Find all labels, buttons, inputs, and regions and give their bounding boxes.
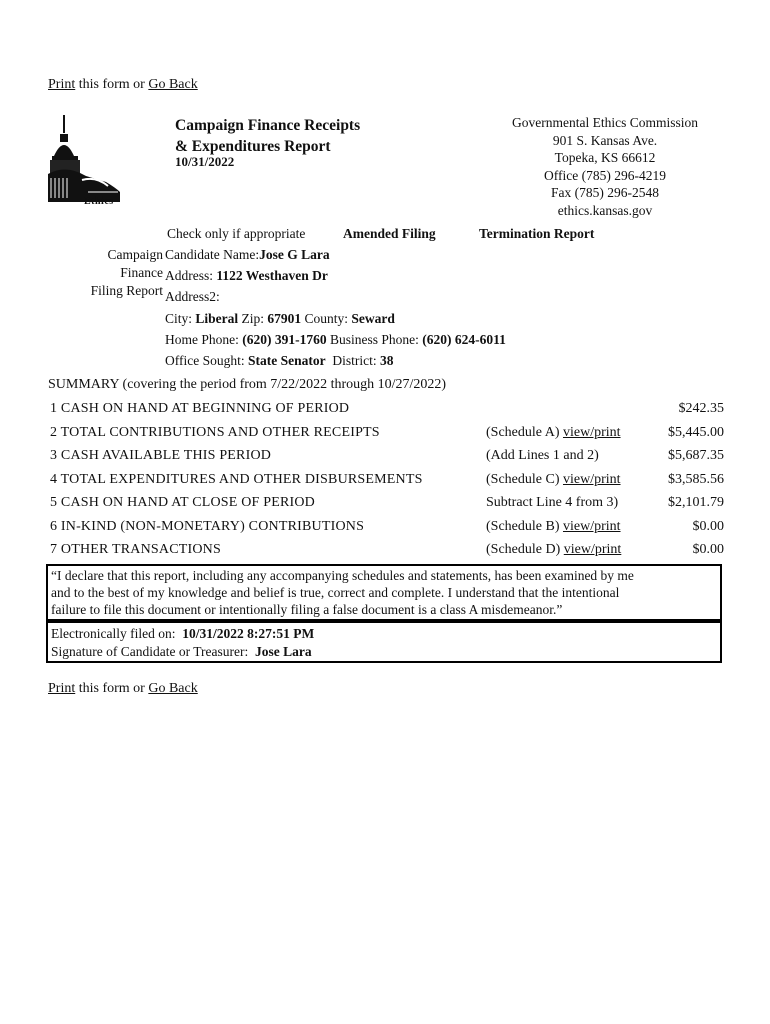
- candidate-row: [165, 247, 330, 263]
- summary-row: [50, 472, 724, 492]
- view-print-link[interactable]: view/print: [562, 518, 621, 534]
- schedule-text: (Add Lines 1 and 2): [486, 448, 599, 463]
- summary-row-schedule: [486, 425, 621, 441]
- bottom-nav: [48, 681, 198, 697]
- declaration-box: [46, 564, 722, 621]
- org-name: Governmental Ethics Commission: [512, 115, 698, 130]
- county-value: Seward: [351, 311, 395, 326]
- summary-row-label: 6 IN-KIND (NON-MONETARY) CONTRIBUTIONS: [50, 518, 365, 534]
- summary-row-amount: $5,687.35: [668, 448, 724, 463]
- summary-row-label: 3 CASH AVAILABLE THIS PERIOD: [50, 448, 272, 463]
- declaration-line-3: failure to file this document or intentionally filing a false document is a class A misdemeanor.”: [51, 602, 563, 617]
- nav-middle-text-bottom: this form or: [75, 681, 149, 696]
- summary-row: [50, 425, 724, 445]
- address-label: Address:: [165, 268, 213, 283]
- top-nav: [48, 77, 198, 93]
- office-row: [165, 353, 394, 369]
- schedule-text: (Schedule B): [486, 518, 563, 534]
- candidate-name: Jose G Lara: [259, 247, 330, 262]
- summary-row-amount: $242.35: [678, 401, 724, 416]
- go-back-link[interactable]: Go Back: [148, 77, 198, 92]
- check-label: Check only if appropriate: [167, 226, 306, 241]
- county-label: County:: [304, 311, 349, 326]
- side-label-3: Filing Report: [90, 283, 163, 298]
- summary-row-amount: $0.00: [692, 542, 724, 557]
- side-label-2: Finance: [120, 265, 163, 280]
- city-row: [165, 311, 395, 327]
- logo-text: Ethics: [84, 196, 114, 207]
- side-label-1: Campaign: [107, 247, 163, 262]
- summary-row: [50, 542, 724, 562]
- schedule-text: (Schedule A): [486, 424, 563, 440]
- summary-row-label: 2 TOTAL CONTRIBUTIONS AND OTHER RECEIPTS: [50, 424, 380, 440]
- filed-row: [51, 625, 717, 643]
- print-link[interactable]: Print: [48, 77, 76, 92]
- summary-row-label: 1 CASH ON HAND AT BEGINNING OF PERIOD: [50, 401, 350, 416]
- address2-label: Address2:: [165, 289, 220, 304]
- candidate-label: Candidate Name:: [165, 247, 260, 262]
- city-label: City:: [165, 311, 193, 326]
- view-print-link[interactable]: view/print: [563, 542, 622, 557]
- summary-row-schedule: [486, 472, 621, 488]
- org-address: 901 S. Kansas Ave.: [552, 132, 658, 148]
- report-date: 10/31/2022: [175, 154, 235, 169]
- office-label: Office Sought:: [165, 353, 245, 368]
- summary-heading: SUMMARY (covering the period from 7/22/2022 through 10/27/2022): [48, 377, 447, 392]
- nav-middle-text: this form or: [75, 77, 149, 92]
- address2-row: [165, 289, 220, 305]
- summary-row-label: 4 TOTAL EXPENDITURES AND OTHER DISBURSEMENTS: [50, 471, 423, 487]
- district-label: District:: [332, 353, 377, 368]
- summary-row: [50, 519, 724, 539]
- schedule-text: (Schedule C): [486, 471, 563, 487]
- office-value: State Senator: [248, 353, 326, 368]
- summary-row: [50, 401, 724, 421]
- home-phone-value: (620) 391-1760: [242, 332, 327, 347]
- report-title: [175, 116, 360, 156]
- summary-row: [50, 495, 724, 515]
- business-phone-value: (620) 624-6011: [422, 332, 506, 347]
- amended-filing: Amended Filing: [343, 226, 436, 241]
- summary-row-schedule: [486, 495, 618, 511]
- declaration-line-2: and to the best of my knowledge and belief is true, correct and complete. I understand that the intentional: [51, 585, 620, 600]
- ethics-logo: [46, 112, 126, 212]
- schedule-text: (Schedule D): [486, 542, 564, 557]
- print-link-bottom[interactable]: Print: [48, 681, 76, 696]
- phone-row: [165, 332, 506, 348]
- summary-row-schedule: [486, 519, 621, 535]
- signature-value: Jose Lara: [254, 644, 312, 659]
- address-row: [165, 268, 328, 284]
- view-print-link[interactable]: view/print: [562, 424, 621, 440]
- zip-value: 67901: [267, 311, 302, 326]
- summary-row-label: 7 OTHER TRANSACTIONS: [50, 542, 221, 557]
- summary-row: [50, 448, 724, 468]
- signature-box: [46, 621, 722, 663]
- summary-row-amount: $2,101.79: [668, 495, 724, 510]
- summary-row-schedule: [486, 448, 599, 464]
- summary-row-amount: $0.00: [692, 518, 724, 534]
- signature-label: Signature of Candidate or Treasurer:: [51, 644, 249, 659]
- termination-report: Termination Report: [479, 226, 595, 241]
- summary-row-amount: $5,445.00: [668, 424, 724, 440]
- district-value: 38: [380, 353, 394, 368]
- schedule-text: Subtract Line 4 from 3): [486, 495, 619, 510]
- declaration-line-1: “I declare that this report, including any accompanying schedules and statements, has been examined by me: [51, 568, 634, 583]
- summary-row-schedule: [486, 542, 621, 558]
- org-web: ethics.kansas.gov: [557, 202, 653, 218]
- side-label: [70, 246, 163, 300]
- go-back-link-bottom[interactable]: Go Back: [148, 681, 198, 696]
- title-line-2: & Expenditures Report: [175, 138, 331, 155]
- view-print-link[interactable]: view/print: [562, 471, 621, 487]
- city-value: Liberal: [195, 311, 239, 326]
- title-line-1: Campaign Finance Receipts: [175, 117, 361, 134]
- address-value: 1122 Westhaven Dr: [216, 268, 328, 283]
- org-block: [490, 114, 720, 219]
- org-office-phone: Office (785) 296-4219: [544, 167, 666, 183]
- signature-row: [51, 643, 717, 661]
- business-phone-label: Business Phone:: [330, 332, 419, 347]
- zip-label: Zip:: [241, 311, 265, 326]
- summary-row-label: 5 CASH ON HAND AT CLOSE OF PERIOD: [50, 495, 315, 510]
- org-city: Topeka, KS 66612: [554, 150, 656, 165]
- filed-label: Electronically filed on:: [51, 626, 176, 641]
- home-phone-label: Home Phone:: [165, 332, 239, 347]
- summary-row-amount: $3,585.56: [668, 471, 724, 487]
- filed-value: 10/31/2022 8:27:51 PM: [182, 626, 315, 641]
- org-fax: Fax (785) 296-2548: [551, 185, 659, 200]
